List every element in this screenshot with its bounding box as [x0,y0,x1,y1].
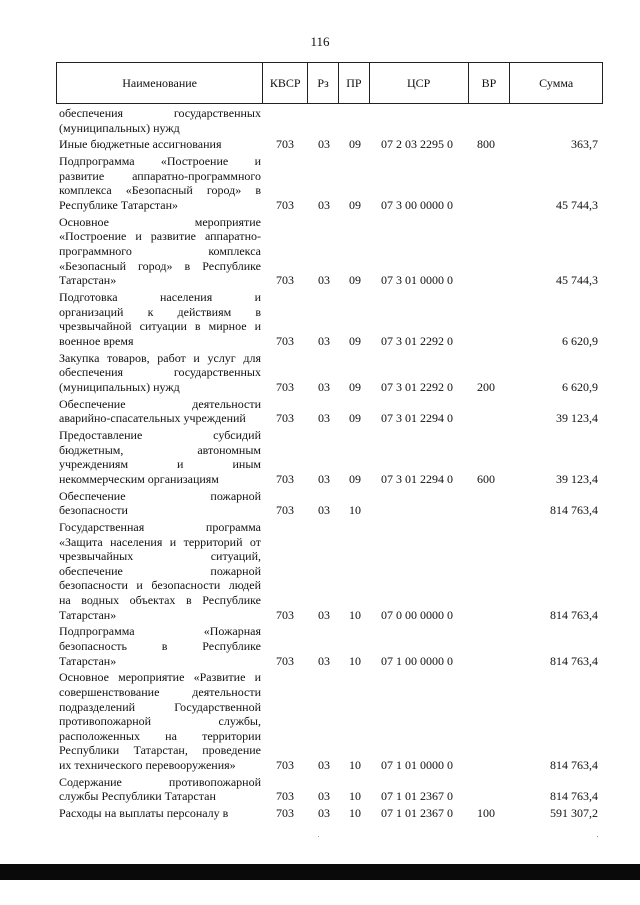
row-name-line: некоммерческим организациям [59,471,219,486]
row-kvsr: 703 [276,273,294,288]
row-sum: 6 620,9 [562,379,598,394]
header-kvsr: КВСР [263,63,308,103]
row-kvsr: 703 [276,471,294,486]
row-csr: 07 1 01 0000 0 [381,757,453,772]
row-name-line: Основное мероприятие [59,214,261,229]
row-name-line: Обеспечение деятельности [59,396,261,411]
row-pr: 10 [349,607,361,622]
row-name-line: Республике Татарстан» [59,197,179,212]
row-sum: 6 620,9 [562,333,598,348]
row-name [59,624,261,668]
row-sum: 591 307,2 [550,806,598,821]
row-rz: 03 [318,757,330,772]
row-vr: 800 [477,137,495,152]
row-sum: 814 763,4 [550,607,598,622]
row-vr: 100 [477,806,495,821]
row-sum: 814 763,4 [550,503,598,518]
row-name-line: Подготовка населения и [59,290,261,304]
row-pr: 10 [349,806,361,821]
row-name-line: Закупка товаров, работ и услуг для [59,350,261,365]
row-name-line: на водных объектах в Республике [59,592,261,607]
row-name-line: Обеспечение пожарной [59,488,261,503]
table-row [0,290,640,348]
row-csr: 07 3 00 0000 0 [381,197,453,212]
row-name-line: безопасности [59,503,128,518]
row-name [59,670,261,772]
scan-speck [597,836,598,837]
table-row [0,397,640,426]
header-name: Наименование [57,63,263,103]
table-row [0,520,640,622]
row-name-line: Татарстан» [59,273,117,288]
row-name [59,137,261,152]
row-rz: 03 [318,789,330,804]
row-name-line: Татарстан» [59,653,117,668]
table-row [0,351,640,395]
row-rz: 03 [318,653,330,668]
row-rz: 03 [318,607,330,622]
table-row [0,806,640,821]
row-pr: 09 [349,411,361,426]
row-name [59,428,261,486]
row-kvsr: 703 [276,333,294,348]
row-pr: 09 [349,137,361,152]
page-number: 116 [310,34,330,49]
row-kvsr: 703 [276,197,294,212]
row-name-line: чрезвычайных ситуаций, [59,549,261,564]
header-pr: ПР [339,63,370,103]
row-name [59,397,261,426]
row-csr: 07 1 01 2367 0 [381,806,453,821]
row-name-line: совершенствование деятельности [59,684,261,699]
row-sum: 45 744,3 [556,273,598,288]
header-csr: ЦСР [370,63,469,103]
table-header [56,62,603,104]
scan-border [0,864,640,880]
row-vr: 200 [477,379,495,394]
header-vr: ВР [469,63,511,103]
row-csr: 07 3 01 2292 0 [381,379,453,394]
row-pr: 09 [349,471,361,486]
row-kvsr: 703 [276,757,294,772]
table-row [0,215,640,288]
row-name-line: Расходы на выплаты персоналу в [59,806,229,821]
row-rz: 03 [318,806,330,821]
row-name-line: организаций к действиям в [59,304,261,319]
scan-speck [318,836,319,837]
row-name-line: службы Республики Татарстан [59,789,216,804]
row-kvsr: 703 [276,789,294,804]
row-rz: 03 [318,137,330,152]
row-name-line: безопасности и безопасности людей [59,578,261,593]
row-rz: 03 [318,273,330,288]
row-name [59,520,261,622]
row-rz: 03 [318,379,330,394]
row-name-line: (муниципальных) нужд [59,120,180,135]
row-name-line: чрезвычайной ситуации в мирное и [59,319,261,334]
row-name-line: Республики Татарстан, проведение [59,743,261,758]
row-name-line: Татарстан» [59,607,117,622]
row-name-line: учреждениям и иным [59,457,261,472]
table-row [0,137,640,152]
row-name [59,775,261,804]
row-name-line: обеспечения государственных [59,365,261,380]
row-csr: 07 1 00 0000 0 [381,653,453,668]
row-pr: 10 [349,653,361,668]
row-csr: 07 3 01 2294 0 [381,411,453,426]
row-sum: 814 763,4 [550,789,598,804]
row-name-line: комплекса «Безопасный город» в [59,183,261,198]
row-name-line: аварийно-спасательных учреждений [59,411,246,426]
row-name-line: Основное мероприятие «Развитие и [59,670,261,685]
header-rz: Рз [308,63,339,103]
row-kvsr: 703 [276,379,294,394]
row-name-line: программного комплекса [59,243,261,258]
row-name-line: Предоставление субсидий [59,428,261,442]
row-pr: 09 [349,273,361,288]
row-sum: 363,7 [571,137,598,152]
row-kvsr: 703 [276,607,294,622]
row-csr: 07 0 00 0000 0 [381,607,453,622]
row-sum: 45 744,3 [556,197,598,212]
row-name-line: подразделений Государственной [59,699,261,714]
row-pr: 09 [349,333,361,348]
row-name-line: обеспечение пожарной [59,563,261,578]
table-row [0,775,640,804]
row-pr: 10 [349,757,361,772]
row-name-line: Подпрограмма «Построение и [59,154,261,169]
row-kvsr: 703 [276,653,294,668]
row-pr: 10 [349,503,361,518]
header-sum: Сумма [539,75,574,90]
row-name-line: Иные бюджетные ассигнования [59,137,222,152]
table-row [0,106,640,135]
row-name-line: Содержание противопожарной [59,774,261,789]
row-csr: 07 2 03 2295 0 [381,137,453,152]
row-rz: 03 [318,333,330,348]
row-csr: 07 3 01 2294 0 [381,471,453,486]
row-sum: 39 123,4 [556,471,598,486]
row-name [59,106,261,135]
row-name-line: «Защита населения и территорий от [59,534,261,549]
row-kvsr: 703 [276,503,294,518]
row-sum: 814 763,4 [550,757,598,772]
row-sum: 39 123,4 [556,411,598,426]
row-name-line: развитие аппаратно-программного [59,168,261,183]
row-kvsr: 703 [276,137,294,152]
table-row [0,624,640,668]
row-pr: 10 [349,789,361,804]
row-vr: 600 [477,471,495,486]
row-name-line: «Безопасный город» в Республике [59,258,261,273]
table-row [0,489,640,518]
row-name-line: Подпрограмма «Пожарная [59,624,261,639]
row-csr: 07 1 01 2367 0 [381,789,453,804]
row-name-line: расположенных на территории [59,728,261,743]
row-pr: 09 [349,379,361,394]
row-name-line: обеспечения государственных [59,106,261,120]
row-name-line: их технического перевооружения» [59,757,236,772]
row-name-line: (муниципальных) нужд [59,379,180,394]
row-rz: 03 [318,503,330,518]
row-name-line: безопасность в Республике [59,638,261,653]
row-name [59,154,261,212]
row-name-line: противопожарной службы, [59,714,261,729]
row-name [59,351,261,395]
row-rz: 03 [318,411,330,426]
row-pr: 09 [349,197,361,212]
row-name-line: бюджетным, автономным [59,442,261,457]
row-name-line: Государственная программа [59,520,261,534]
row-kvsr: 703 [276,806,294,821]
row-name [59,215,261,288]
row-rz: 03 [318,197,330,212]
row-sum: 814 763,4 [550,653,598,668]
row-name-line: военное время [59,333,134,348]
row-kvsr: 703 [276,411,294,426]
row-name [59,806,261,821]
row-csr: 07 3 01 2292 0 [381,333,453,348]
table-row [0,428,640,486]
table-row [0,154,640,212]
row-name [59,290,261,348]
row-csr: 07 3 01 0000 0 [381,273,453,288]
row-name [59,489,261,518]
table-row [0,670,640,772]
row-rz: 03 [318,471,330,486]
row-name-line: «Построение и развитие аппаратно- [59,229,261,244]
